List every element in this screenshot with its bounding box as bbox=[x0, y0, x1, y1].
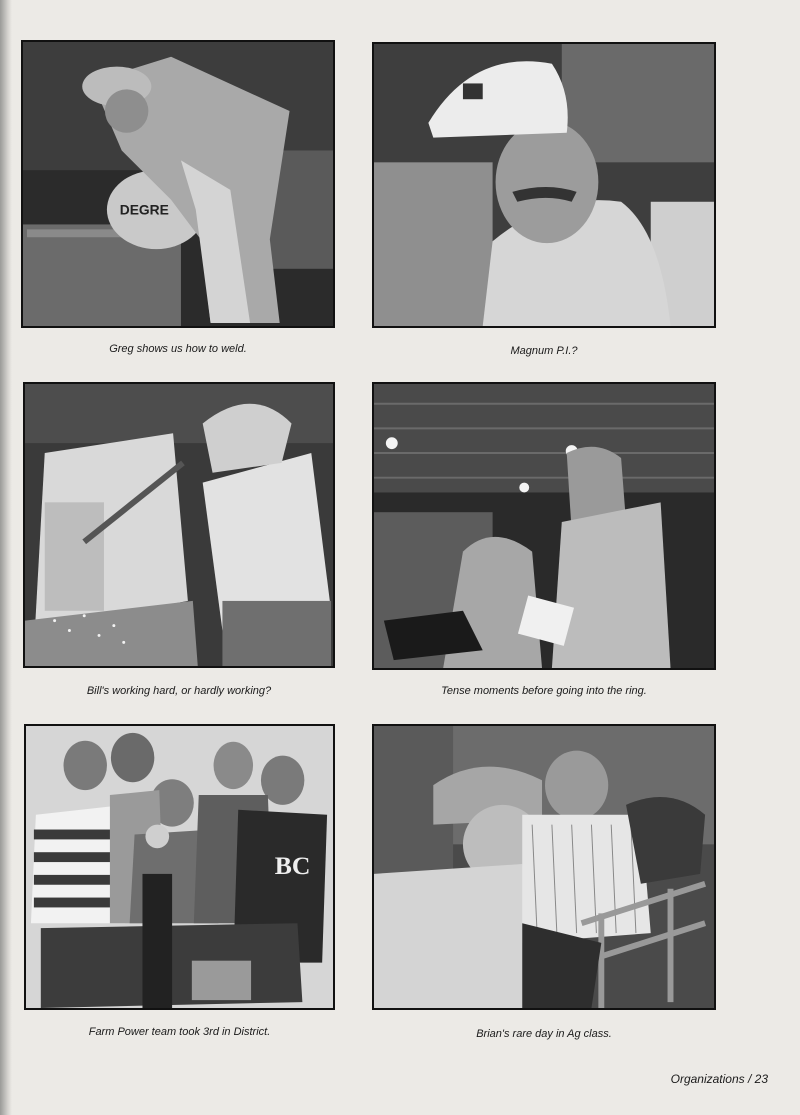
photo-greg-welding bbox=[21, 40, 335, 328]
photo-farm-power-team bbox=[24, 724, 335, 1010]
photo-brian-ag-class-image bbox=[374, 726, 714, 1008]
photo-greg-welding-image bbox=[23, 42, 333, 326]
page-footer-folio: Organizations / 23 bbox=[670, 1072, 768, 1086]
caption-ring: Tense moments before going into the ring. bbox=[441, 685, 647, 697]
photo-farm-power-team-image bbox=[26, 726, 333, 1008]
photo-magnum-image bbox=[374, 44, 714, 326]
caption-brian: Brian's rare day in Ag class. bbox=[476, 1028, 612, 1040]
photo-ring-image bbox=[374, 384, 714, 668]
photo-bill-working-image bbox=[25, 384, 333, 666]
caption-magnum: Magnum P.I.? bbox=[510, 345, 578, 357]
caption-team: Farm Power team took 3rd in District. bbox=[88, 1026, 271, 1038]
caption-greg: Greg shows us how to weld. bbox=[109, 343, 247, 355]
photo-brian-ag-class bbox=[372, 724, 716, 1010]
photo-bill-working bbox=[23, 382, 335, 668]
can-label-text: DEGRE bbox=[119, 201, 169, 218]
page-binding-gradient bbox=[0, 0, 12, 1115]
photo-magnum bbox=[372, 42, 716, 328]
jacket-letters-text: BC bbox=[274, 850, 311, 880]
photo-ring bbox=[372, 382, 716, 670]
caption-bill: Bill's working hard, or hardly working? bbox=[86, 685, 272, 697]
